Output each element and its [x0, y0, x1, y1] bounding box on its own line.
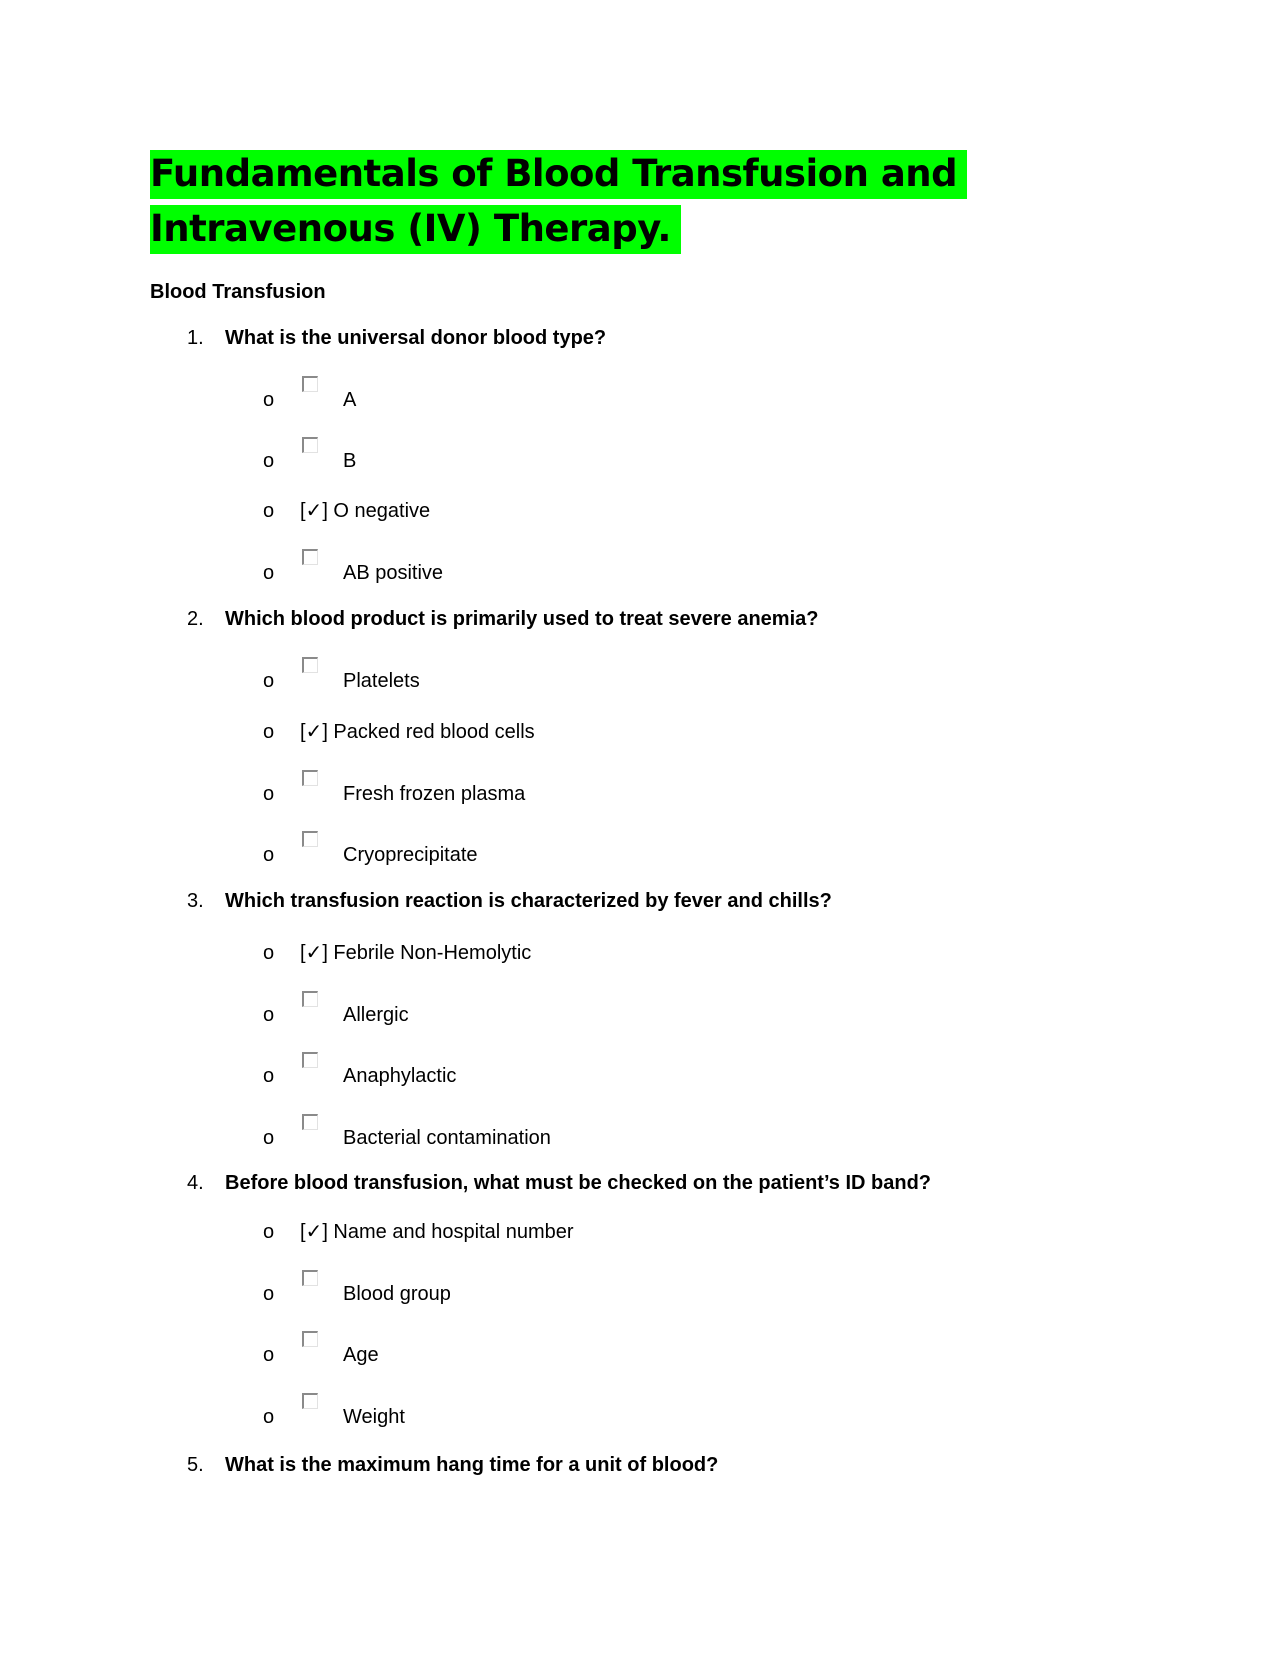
bullet-o: o: [263, 1283, 275, 1305]
option-item: [0, 433, 1280, 477]
option-item-checked: [0, 939, 1280, 983]
option-label: B: [343, 450, 357, 472]
bullet-o: o: [263, 1127, 275, 1149]
question-3: [0, 887, 1280, 917]
option-item: [0, 1110, 1280, 1154]
checkbox-empty-icon[interactable]: [302, 1270, 318, 1286]
option-label: Bacterial contamination: [343, 1127, 551, 1149]
bullet-o: o: [263, 783, 275, 805]
checkbox-empty-icon[interactable]: [302, 437, 318, 453]
title-line-1: Fundamentals of Blood Transfusion and: [150, 150, 967, 199]
option-label-checked[interactable]: [✓] O negative: [300, 500, 431, 522]
bullet-o: o: [263, 1221, 275, 1243]
checkbox-empty-icon[interactable]: [302, 770, 318, 786]
option-label: Allergic: [343, 1004, 409, 1026]
bullet-o: o: [263, 450, 275, 472]
checkbox-empty-icon[interactable]: [302, 1114, 318, 1130]
question-number: 3.: [187, 890, 204, 912]
option-label: Blood group: [343, 1283, 451, 1305]
question-1: [0, 324, 1280, 354]
option-item: [0, 1327, 1280, 1371]
checkbox-empty-icon[interactable]: [302, 657, 318, 673]
bullet-o: o: [263, 562, 275, 584]
checkbox-empty-icon[interactable]: [302, 1393, 318, 1409]
option-label: Cryoprecipitate: [343, 844, 478, 866]
option-item-checked: [0, 497, 1280, 541]
bullet-o: o: [263, 1344, 275, 1366]
bullet-o: o: [263, 844, 275, 866]
question-4: [0, 1169, 1280, 1199]
bullet-o: o: [263, 1406, 275, 1428]
option-item: [0, 1048, 1280, 1092]
question-2: [0, 605, 1280, 635]
checkbox-empty-icon[interactable]: [302, 1331, 318, 1347]
question-number: 1.: [187, 327, 204, 349]
document-title: [150, 146, 1050, 256]
option-label-checked[interactable]: [✓] Packed red blood cells: [300, 721, 535, 743]
option-item: [0, 987, 1280, 1031]
checkbox-empty-icon[interactable]: [302, 991, 318, 1007]
bullet-o: o: [263, 1065, 275, 1087]
option-item: [0, 827, 1280, 871]
option-item: [0, 1389, 1280, 1433]
section-heading: Blood Transfusion: [150, 281, 326, 303]
option-label: Fresh frozen plasma: [343, 783, 526, 805]
title-line-2: Intravenous (IV) Therapy.: [150, 205, 681, 254]
checkbox-empty-icon[interactable]: [302, 831, 318, 847]
question-number: 4.: [187, 1172, 204, 1194]
bullet-o: o: [263, 389, 275, 411]
bullet-o: o: [263, 721, 275, 743]
option-label-checked[interactable]: [✓] Febrile Non-Hemolytic: [300, 942, 532, 964]
bullet-o: o: [263, 670, 275, 692]
question-text: Before blood transfusion, what must be checked on the patient’s ID band?: [225, 1172, 931, 1194]
option-label: AB positive: [343, 562, 444, 584]
option-label: Anaphylactic: [343, 1065, 457, 1087]
option-label: Platelets: [343, 670, 420, 692]
bullet-o: o: [263, 1004, 275, 1026]
question-text: What is the universal donor blood type?: [225, 327, 607, 349]
option-item: [0, 1266, 1280, 1310]
option-item: [0, 653, 1280, 697]
bullet-o: o: [263, 500, 275, 522]
checkbox-empty-icon[interactable]: [302, 1052, 318, 1068]
question-number: 2.: [187, 608, 204, 630]
checkbox-empty-icon[interactable]: [302, 549, 318, 565]
question-5: [0, 1451, 1280, 1481]
checkbox-empty-icon[interactable]: [302, 376, 318, 392]
question-text: Which transfusion reaction is characterized by fever and chills?: [225, 890, 832, 912]
option-label: Weight: [343, 1406, 405, 1428]
bullet-o: o: [263, 942, 275, 964]
option-label: A: [343, 389, 357, 411]
question-text: What is the maximum hang time for a unit of blood?: [225, 1454, 719, 1476]
question-number: 5.: [187, 1454, 204, 1476]
option-label-checked[interactable]: [✓] Name and hospital number: [300, 1221, 574, 1243]
option-item: [0, 372, 1280, 416]
option-item-checked: [0, 718, 1280, 762]
option-item: [0, 766, 1280, 810]
option-label: Age: [343, 1344, 379, 1366]
option-item: [0, 545, 1280, 589]
question-text: Which blood product is primarily used to treat severe anemia?: [225, 608, 819, 630]
option-item-checked: [0, 1218, 1280, 1262]
